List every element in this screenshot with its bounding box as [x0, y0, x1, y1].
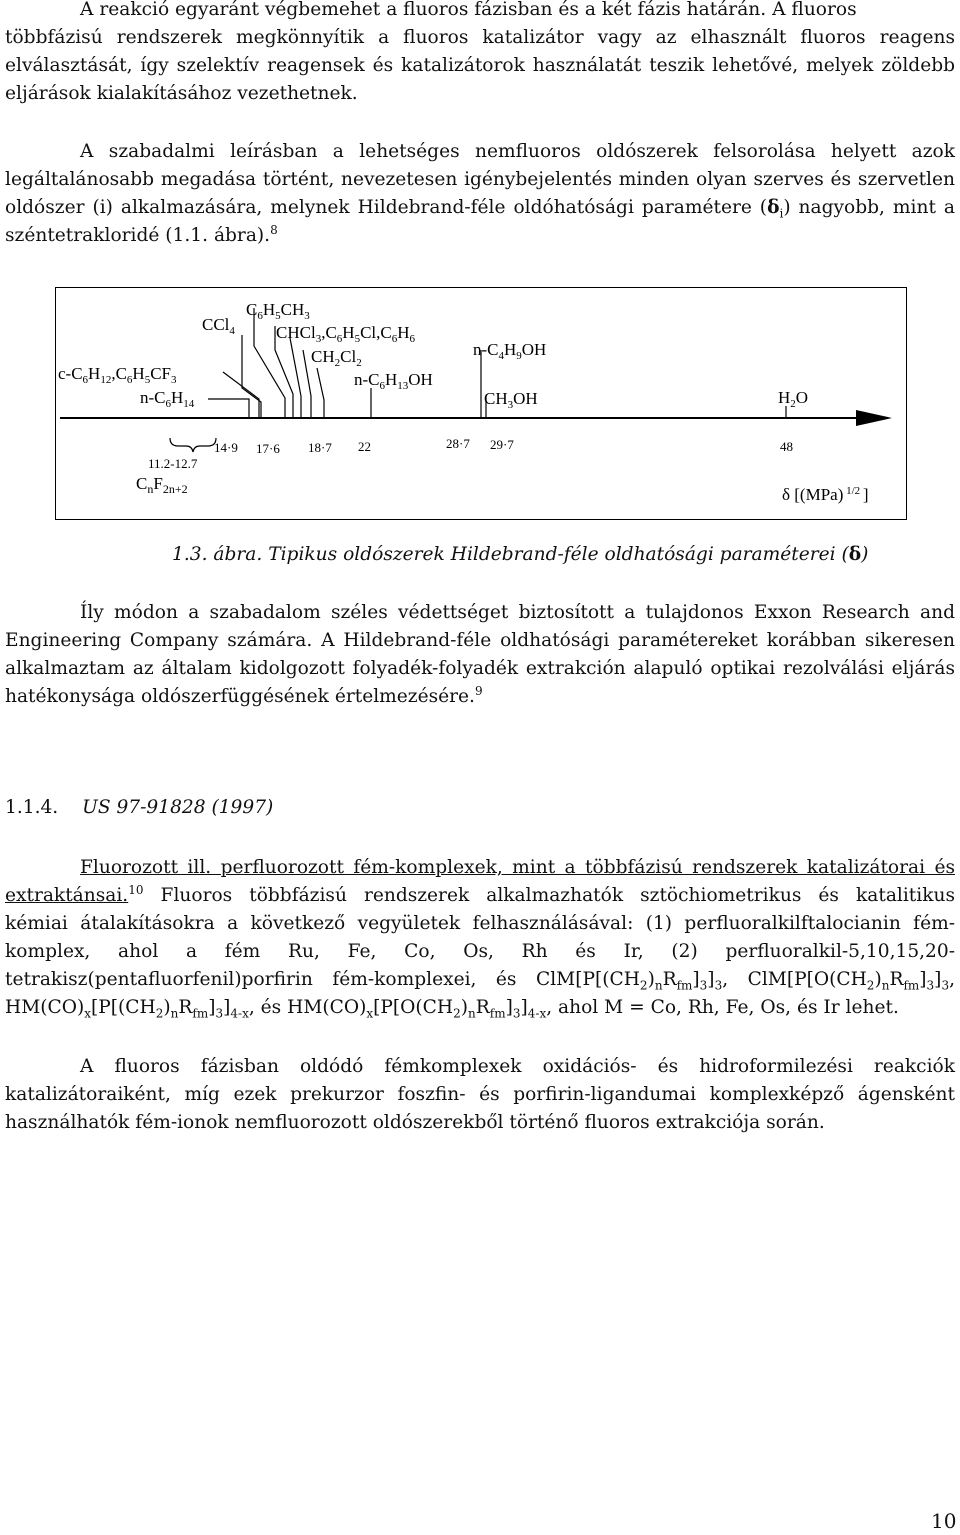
text-line: kémiai átalakításokra a következő vegyületek felhasználásával: (1) perfluoralkilftalocianin fém-	[5, 913, 955, 934]
label-ch2cl2: $CH_2Cl_2$	[311, 347, 362, 369]
patent-summary-paragraph: Fluorozott ill. perfluorozott fém-komplexek, mint a többfázisú rendszerek katalizátorai és extraktánsai.$^{10}$ Fluoros többfázisú rendszerek alkalmazhatók sztöchiometrikus és katalitikus kémiai átalakításokra a következő vegyületek felhasználásával: (1) perfluoralkilftalocianin fém- komplex, ahol a fém Ru, Fe, Co, Os, Rh és Ir, (2) perfluoralkil-5,10,15,20- tetrakisz(pentafluorfenil)porfirin fém-komplexei, és $ClM[P[(CH_2)_nR_{fm}]_3]_3$, $ClM[P[O(CH_2)_nR_{fm}]_3]_3$, $HM(CO)_x[P[(CH_2)_nR_{fm}]_3]_{4-x}$, és $HM(CO)_x[P[O(CH_2)_nR_{fm}]_3]_{4-x}$, ahol M = Co, Rh, Fe, Os, és Ir lehet.	[5, 857, 955, 1021]
text-line: alkalmaztam az általam kidolgozott folyadék-folyadék extrakción alapuló optikai rezolválási eljárás	[5, 658, 955, 679]
tick-value: 18·7	[308, 440, 332, 455]
caption-delta: δ	[848, 544, 862, 565]
text-line: komplex, ahol a fém Ru, Fe, Co, Os, Rh és Ir, (2) perfluoralkil-5,10,15,20-	[5, 941, 955, 962]
tick-value: 48	[780, 439, 793, 454]
text-line: katalizátoraiként, míg ezek prekurzor foszfin- és porfirin-ligandumai komplexképző ágensként	[5, 1084, 955, 1105]
text-line: A szabadalmi leírásban a lehetséges nemfluoros oldószerek felsorolása helyett azok	[80, 141, 955, 162]
text-line: legáltalánosabb megadása történt, nevezetesen igénybejelentés minden olyan szerves és szervetlen	[5, 169, 955, 190]
range-brace-icon	[170, 438, 216, 452]
text-line: Íly módon a szabadalom széles védettséget biztosított a tulajdonos Exxon Research and	[80, 602, 955, 623]
label-nhexane: $n-C_6H_{14}$	[140, 388, 195, 410]
footnote-ref: 8	[270, 222, 278, 237]
label-toluene: $C_6H_5CH_3$	[246, 300, 310, 322]
text-line: $HM(CO)_x[P[(CH_2)_nR_{fm}]_3]_{4-x}$, és $HM(CO)_x[P[O(CH_2)_nR_{fm}]_3]_{4-x}$, ahol M = Co, Rh, Fe, Os, és Ir lehet.	[5, 997, 899, 1021]
section-heading	[5, 797, 273, 818]
section-number: 1.1.4.	[5, 797, 59, 818]
text-line: eljárások kialakításához vezethetnek.	[5, 83, 358, 104]
intro-paragraph	[5, 0, 955, 108]
tick-value: 22	[358, 439, 371, 454]
label-nbutanol: $n-C_4H_9OH$	[473, 340, 547, 362]
figure-svg	[56, 288, 908, 521]
tick-value: 14·9	[214, 440, 238, 455]
text-line: A fluoros fázisban oldódó fémkomplexek oxidációs- és hidroformilezési reakciók	[80, 1056, 955, 1077]
footnote-ref: 9	[474, 683, 483, 698]
patent-paragraph	[5, 138, 955, 250]
text-line: többfázisú rendszerek megkönnyítik a fluoros katalizátor vagy az elhasznált fluoros reagens	[5, 27, 955, 48]
text-line: tetrakisz(pentafluorfenil)porfirin fém-komplexei, és $ClM[P[(CH_2)_nR_{fm}]_3]_3$, $ClM[P[O(CH_2)_nR_{fm}]_3]_3$,	[5, 969, 955, 993]
patent-title-link[interactable]: extraktánsai.	[5, 885, 129, 906]
footnote-ref: 10	[128, 882, 144, 897]
label-chcl3-row: $CHCl_3,C_6H_5Cl,C_6H_6$	[276, 323, 415, 345]
page-number: 10	[931, 1509, 957, 1533]
label-cyclohexane-row: $c-C_6H_{12},C_6H_5CF_3$	[58, 364, 177, 386]
axis-arrow-icon	[856, 410, 892, 426]
label-nhexanol: $n-C_6H_{13}OH$	[354, 370, 433, 392]
text-line: elválasztását, így szelektív reagensek és katalizátorok használatát teszik lehetővé, melyek zöldebb	[5, 55, 955, 76]
exxon-paragraph	[5, 599, 955, 711]
caption-number: 1.3. ábra.	[172, 544, 263, 565]
label-methanol: $CH_3OH$	[484, 389, 538, 411]
axis-title: δ [(MPa) $^{1/2}$ ]	[782, 485, 869, 504]
patent-title-link[interactable]: Fluorozott ill. perfluorozott fém-komplexek, mint a többfázisú rendszerek katalizátorai és	[80, 857, 955, 878]
tick-value: 17·6	[256, 441, 280, 456]
text-line: használhatók fém-ionok nemfluorozott oldószerekből történő fluoros extrakciója során.	[5, 1112, 825, 1133]
label-water: $H_2O$	[778, 388, 809, 410]
tick-value: 29·7	[490, 437, 514, 452]
section-title: US 97-91828 (1997)	[82, 797, 274, 818]
text-line: Engineering Company számára. A Hildebrand-féle oldhatósági paramétereket korábban sikeresen	[5, 630, 955, 651]
figure-caption: 1.3. ábra. Tipikus oldószerek Hildebrand-féle oldhatósági paraméterei (δ)	[172, 544, 869, 565]
tick-range: 11.2-12.7	[148, 456, 198, 471]
text-line: A reakció egyaránt végbemehet a fluoros fázisban és a két fázis határán. A fluoros	[80, 0, 857, 20]
solubility-parameter-figure	[55, 287, 907, 520]
fluorous-complexes-paragraph	[5, 1053, 955, 1137]
text-line: széntetrakloridé (1.1. ábra).$^8$	[5, 222, 278, 246]
tick-value: 28·7	[446, 436, 470, 451]
label-ccl4: CCl$_4$	[202, 315, 235, 337]
text-line: hatékonysága oldószerfüggésének értelmezésére.$^9$	[5, 683, 483, 707]
caption-text: Tipikus oldószerek Hildebrand-féle oldhatósági paraméterei (	[268, 544, 849, 565]
text-line: oldószer (i) alkalmazására, melynek Hildebrand-féle oldóhatósági paramétere $(\delta_i)$ nagyobb, mint a	[5, 197, 955, 221]
label-perfluoroalkane: $C_nF_{2n+2}$	[136, 474, 188, 496]
